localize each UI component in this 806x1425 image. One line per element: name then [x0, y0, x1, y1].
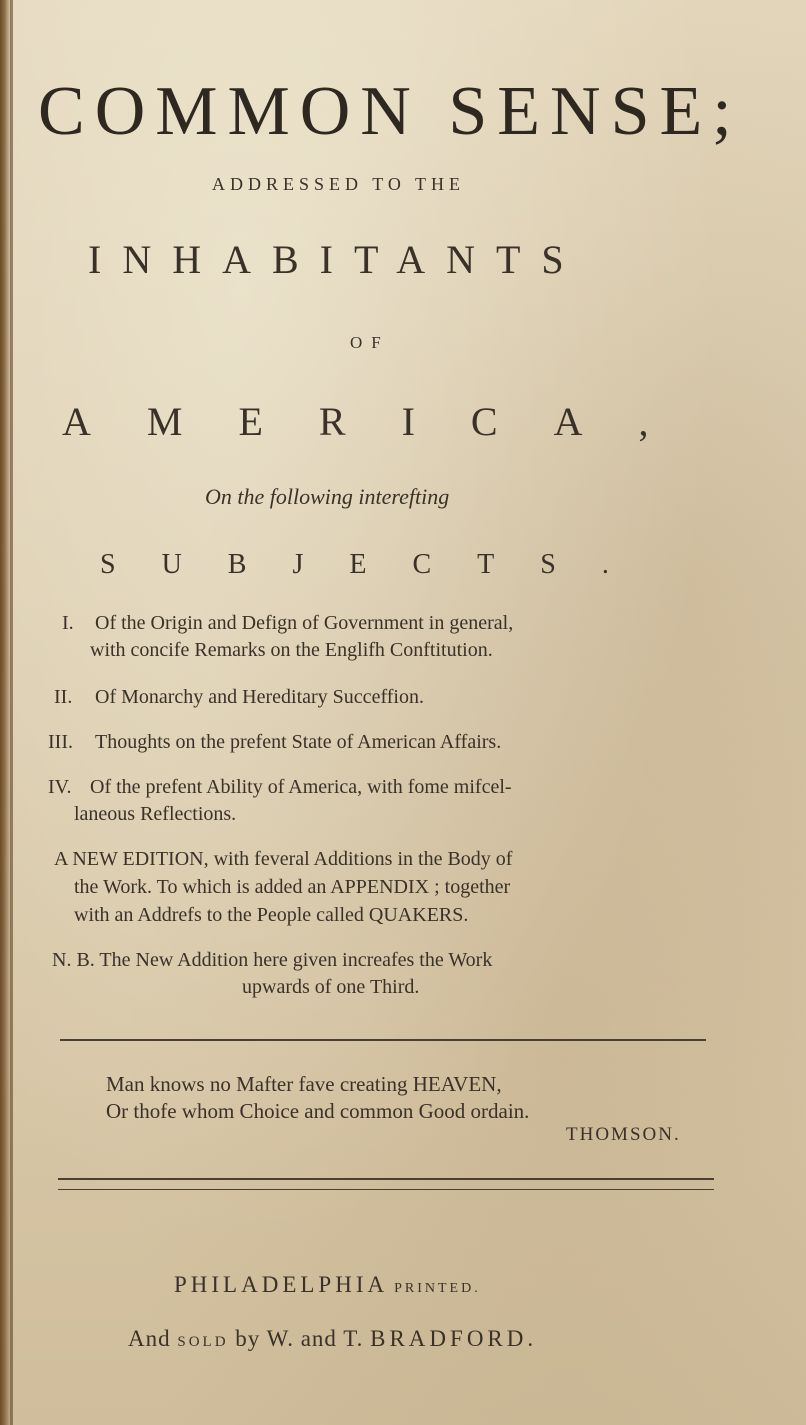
imprint-city [174, 1272, 481, 1298]
imprint-sold: SOLD [177, 1334, 229, 1350]
spine-line [10, 0, 13, 1425]
imprint-city-name: PHILADELPHIA [174, 1272, 389, 1297]
nb-line-2: upwards of one Third. [242, 976, 420, 998]
subject-text: Thoughts on the prefent State of American Affairs. [95, 731, 502, 753]
edition-line-2: the Work. To which is added an APPENDIX ; together [74, 876, 511, 898]
inhabitants-line: INHABITANTS [88, 237, 585, 282]
book-title: COMMON SENSE; [38, 73, 742, 150]
epigraph-line-2: Or thofe whom Choice and common Good ordain. [106, 1099, 530, 1123]
imprint-printer-name: BRADFORD. [370, 1326, 538, 1351]
subject-text: Of Monarchy and Hereditary Succeffion. [95, 686, 424, 708]
new-edition-note [54, 845, 512, 929]
divider-rule [60, 1039, 706, 1041]
nota-bene [52, 947, 492, 1001]
following-line: On the following interefting [205, 484, 450, 509]
subject-number: I. [62, 612, 74, 634]
subject-item-2 [54, 684, 424, 711]
imprint-printed: PRINTED. [394, 1281, 481, 1296]
imprint-sold-by [128, 1326, 537, 1352]
subject-number: II. [54, 686, 73, 708]
subject-number: III. [48, 731, 73, 753]
of-line: OF [350, 333, 390, 352]
subject-number: IV. [48, 776, 72, 798]
epigraph-author: THOMSON. [566, 1124, 681, 1145]
addressed-line: ADDRESSED TO THE [212, 174, 466, 194]
america-line: AMERICA, [62, 399, 705, 444]
edition-line-3: with an Addrefs to the People called QUAKERS. [74, 904, 469, 926]
subject-text: Of the prefent Ability of America, with fome mifcel- [90, 776, 512, 798]
imprint-and: And [128, 1326, 171, 1351]
epigraph-line-1: Man knows no Mafter fave creating HEAVEN, [106, 1072, 502, 1096]
imprint-by: by W. and T. [235, 1326, 364, 1351]
divider-rule [58, 1178, 714, 1180]
divider-rule [58, 1189, 714, 1190]
nb-line-1: N. B. The New Addition here given increafes the Work [52, 949, 493, 971]
subject-text-continued: laneous Reflections. [74, 803, 237, 825]
epigraph [106, 1071, 529, 1125]
subject-text-continued: with concife Remarks on the Englifh Conftitution. [90, 639, 493, 661]
subject-item-1 [62, 610, 513, 664]
subject-item-4 [48, 774, 512, 828]
edition-line-1: A NEW EDITION, with feveral Additions in the Body of [54, 848, 513, 870]
subject-text: Of the Origin and Defign of Government in general, [95, 612, 514, 634]
subjects-heading: SUBJECTS. [100, 549, 655, 580]
subject-item-3 [48, 729, 501, 756]
